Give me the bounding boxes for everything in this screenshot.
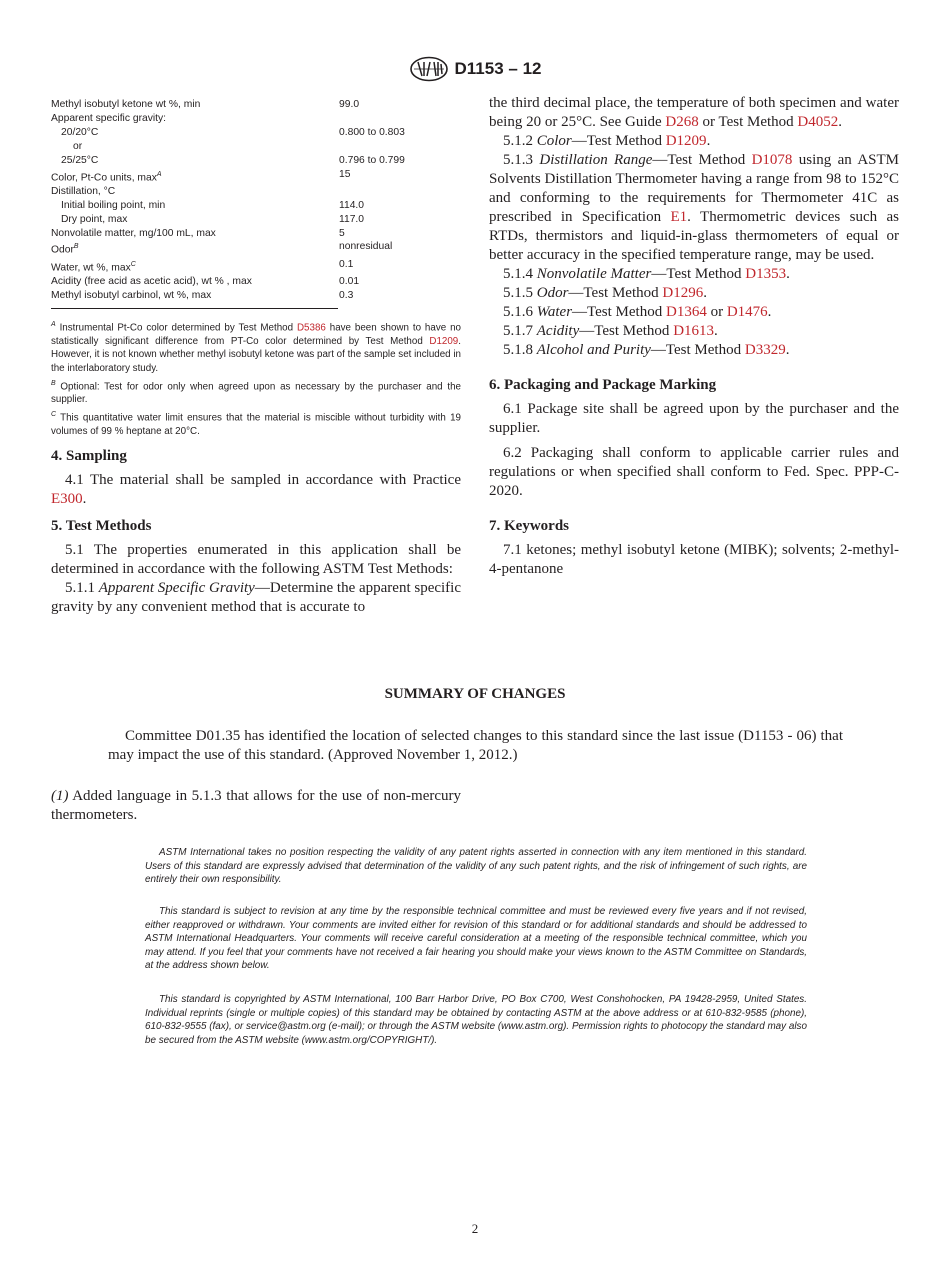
revision-notice: This standard is subject to revision at any time by the responsible technical committee and must be reviewed every five years and if not revised, either reapproved or withdrawn. Your comments are invited either for revision of this standard or for additional standards and should be addressed to ASTM International Headquarters. Your comments will receive careful consideration at a meeting of the responsible technical committee, which you may attend. If you feel that your comments have not received a fair hearing you should make your views known to the ASTM Committee on Standards, at the address shown below.: [145, 906, 807, 972]
spec-row: [51, 213, 461, 227]
summary-of-changes-title: SUMMARY OF CHANGES: [384, 686, 566, 702]
link-d1476[interactable]: D1476: [726, 304, 768, 320]
footnote-rule: [51, 308, 338, 309]
summary-of-changes-text: Committee D01.35 has identified the location of selected changes to this standard since the last issue (D1153 - 06) that may impact the use of this standard. (Approved November 1, 2012.): [108, 728, 843, 763]
link-d1364[interactable]: D1364: [665, 304, 707, 320]
spec-value: 0.3: [339, 290, 354, 302]
section-4-heading: 4. Sampling: [51, 447, 127, 464]
section-5-1-5: 5.1.5 Odor—Test Method D1296.: [503, 285, 707, 301]
section-6-2: 6.2 Packaging shall conform to applicable carrier rules and regulations or when specified shall conform to Fed. Spec. PPP-C-2020.: [489, 445, 899, 499]
spec-value: 0.796 to 0.799: [339, 154, 405, 166]
link-d1613[interactable]: D1613: [673, 323, 715, 339]
spec-property: Odor$^B$: [51, 243, 79, 256]
footnote-b: $^B$ Optional: Test for odor only when agreed upon as necessary by the purchaser and the supplier.: [51, 379, 461, 406]
section-5-1-2: 5.1.2 Color—Test Method D1209.: [503, 133, 711, 149]
spec-value: [339, 140, 461, 154]
patent-notice: ASTM International takes no position respecting the validity of any patent rights asserted in connection with any item mentioned in this standard. Users of this standard are expressly advised that determination of the validity of any such patent rights, and the risk of infringement of such rights, are entirely their own responsibility.: [145, 847, 807, 886]
footnote-marker: B: [73, 243, 79, 251]
spec-row: [51, 185, 461, 199]
document-designation: D1153 – 12: [454, 59, 542, 78]
section-5-heading: 5. Test Methods: [51, 517, 152, 534]
spec-property: Dry point, max: [61, 213, 128, 225]
spec-row: [51, 258, 461, 275]
link-d1353[interactable]: D1353: [745, 266, 787, 282]
spec-value: 117.0: [339, 213, 365, 225]
footnote-marker: A: [156, 170, 162, 178]
change-item-1: (1) Added language in 5.1.3 that allows for the use of non-mercury thermometers.: [51, 788, 461, 823]
spec-value: nonresidual: [339, 241, 393, 253]
footnote-marker: C: [130, 260, 136, 268]
spec-property: Distillation, °C: [51, 185, 116, 197]
spec-row: [51, 112, 461, 126]
spec-row: [51, 140, 461, 154]
link-d4052[interactable]: D4052: [797, 114, 839, 130]
spec-value: 0.1: [339, 258, 354, 270]
section-7-1: 7.1 ketones; methyl isobutyl ketone (MIBK); solvents; 2-methyl-4-pentanone: [489, 542, 899, 577]
spec-value: [339, 112, 461, 126]
link-d1209[interactable]: D1209: [429, 335, 459, 347]
copyright-notice: This standard is copyrighted by ASTM International, 100 Barr Harbor Drive, PO Box C700, West Conshohocken, PA 19428-2959, United States. Individual reprints (single or multiple copies) of this standard may be obtained by contacting ASTM at the above address or at 610-832-9585 (phone), 610-832-9555 (fax), or service@astm.org (e-mail); or through the ASTM website (www.astm.org). Permission rights to photocopy the standard may also be secured from the ASTM website (www.astm.org/COPYRIGHT/).: [145, 994, 807, 1046]
section-6-heading: 6. Packaging and Package Marking: [489, 377, 717, 393]
spec-property: Acidity (free acid as acetic acid), wt % , max: [51, 276, 252, 288]
spec-row: [51, 199, 461, 213]
spec-value: 114.0: [339, 199, 365, 211]
spec-value: 99.0: [339, 99, 360, 110]
page-number: 2: [471, 1221, 479, 1236]
spec-property: Color, Pt-Co units, $\max^A$: [51, 170, 162, 183]
left-column: [51, 98, 461, 617]
spec-property: or: [73, 140, 83, 152]
section-6-1: 6.1 Package site shall be agreed upon by the purchaser and the supplier.: [489, 401, 899, 436]
section-5-1-8: 5.1.8 Alcohol and Purity—Test Method D3329.: [503, 342, 790, 358]
spec-property: 25/25°C: [61, 154, 99, 166]
link-d1296[interactable]: D1296: [662, 285, 704, 301]
specification-table: [51, 98, 461, 303]
spec-value: 5: [339, 227, 345, 239]
spec-value: 15: [339, 168, 351, 180]
spec-row: [51, 154, 461, 168]
spec-property: Apparent specific gravity:: [51, 112, 167, 124]
spec-value: [339, 185, 461, 199]
spec-property: Methyl isobutyl ketone wt %, min: [51, 99, 201, 110]
section-5-1: 5.1 The properties enumerated in this application shall be determined in accordance with the following ASTM Test Methods:: [51, 541, 461, 577]
link-d3329[interactable]: D3329: [744, 342, 786, 358]
right-column: [489, 94, 899, 579]
section-5-1-1-continued: the third decimal place, the temperature of both specimen and water being 20 or 25°C. See Guide D268 or Test Method D4052.: [489, 95, 899, 130]
section-4-1: 4.1 The material shall be sampled in accordance with Practice E300.: [51, 471, 461, 507]
link-d1209-color[interactable]: D1209: [665, 133, 707, 149]
spec-property: Water, wt %, $\max^C$: [51, 260, 136, 274]
spec-row: [51, 240, 461, 257]
astm-logo-icon: [409, 56, 449, 82]
spec-row: [51, 98, 461, 112]
section-5-1-7: 5.1.7 Acidity—Test Method D1613.: [503, 323, 718, 339]
spec-row: [51, 289, 461, 303]
spec-value: 0.800 to 0.803: [339, 126, 405, 138]
spec-property: Methyl isobutyl carbinol, wt %, max: [51, 290, 212, 302]
link-e300[interactable]: E300: [51, 490, 83, 507]
spec-property: Nonvolatile matter, mg/100 mL, max: [51, 227, 216, 239]
spec-row: [51, 126, 461, 140]
section-7-heading: 7. Keywords: [489, 518, 569, 534]
link-d5386[interactable]: D5386: [296, 322, 326, 334]
spec-value: 0.01: [339, 276, 360, 288]
section-5-1-3: 5.1.3 Distillation Range—Test Method D1078 using an ASTM Solvents Distillation Thermometer having a range from 98 to 152°C and conforming to the requirements for Thermometer 41C as prescribed in Specification E1. Thermometric devices such as RTDs, thermistors and liquid-in-glass thermometers of equal or better accuracy in the specified temperature range, may be used.: [489, 152, 899, 263]
footnote-c: $^C$ This quantitative water limit ensures that the material is miscible without turbidity with 19 volumes of 99 % heptane at 20°C.: [51, 411, 461, 437]
spec-property: Initial boiling point, min: [61, 199, 166, 211]
spec-row: [51, 168, 461, 185]
section-5-1-1: 5.1.1 Apparent Specific Gravity—Determine the apparent specific gravity by any convenient method that is accurate to: [51, 579, 462, 615]
spec-row: [51, 227, 461, 241]
spec-property: 20/20°C: [61, 126, 99, 138]
section-5-1-6: 5.1.6 Water—Test Method D1364 or D1476.: [503, 304, 772, 320]
link-e1[interactable]: E1: [670, 209, 688, 225]
spec-row: [51, 275, 461, 289]
section-5-1-4: 5.1.4 Nonvolatile Matter—Test Method D1353.: [503, 266, 790, 282]
link-d268[interactable]: D268: [665, 114, 699, 130]
page-header: [0, 56, 950, 82]
link-d1078[interactable]: D1078: [751, 152, 793, 168]
footnote-a: $^A$ Instrumental Pt-Co color determined by Test Method D5386 have been shown to have no statistically significant difference from PT-Co color determined by Test Method D1209. However, it is not known whether methyl isobutyl ketone was part of the sample set included in the interlaboratory study.: [51, 320, 461, 374]
